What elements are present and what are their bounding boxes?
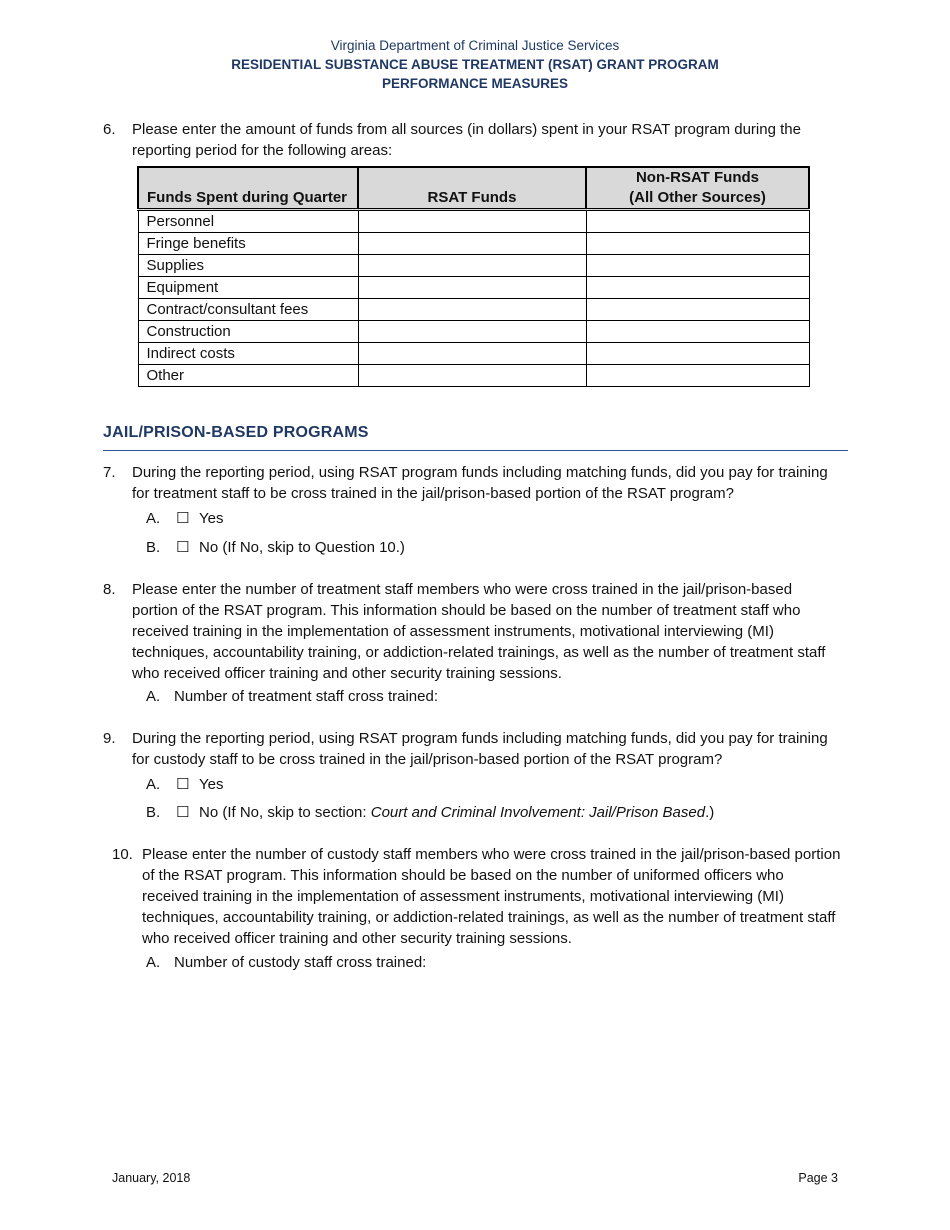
footer-date: January, 2018 [112, 1171, 191, 1185]
rsat-funds-cell[interactable] [358, 210, 586, 233]
option-label: Yes [199, 776, 224, 793]
row-label: Indirect costs [138, 343, 358, 365]
question-number: 9. [103, 730, 116, 747]
table-row [138, 277, 809, 299]
item-letter: A. [146, 954, 161, 971]
table-row [138, 210, 809, 233]
program-title: RESIDENTIAL SUBSTANCE ABUSE TREATMENT (RSAT) GRANT PROGRAM [231, 57, 719, 72]
row-label: Contract/consultant fees [138, 299, 358, 321]
option-label: Yes [199, 510, 224, 527]
non-rsat-funds-cell[interactable] [586, 343, 809, 365]
table-row [138, 343, 809, 365]
question-text: Please enter the amount of funds from all sources (in dollars) spent in your RSAT program during the reporting period for the following areas: [132, 121, 801, 159]
question-text: Please enter the number of treatment staff members who were cross trained in the jail/prison-based portion of the RSAT program. This information should be based on the number of treatment staff who received training in the implementation of assessment instruments, motivational interviewing (MI) techniques, accountability training, or addiction-related trainings, as well as the number of treatment staff who received officer training and other security training sessions. [132, 581, 826, 682]
rsat-funds-cell[interactable] [358, 365, 586, 387]
question-text: Please enter the number of custody staff members who were cross trained in the jail/prison-based portion of the RSAT program. This information should be based on the number of uniformed officers who received training in the implementation of assessment instruments, motivational interviewing (MI) techniques, accountability training, or addiction-related trainings, as well as the number of treatment staff who received officer training and other security training sessions. [142, 846, 841, 947]
checkbox-icon[interactable]: ☐ [176, 539, 190, 556]
row-label: Other [138, 365, 358, 387]
rsat-funds-cell[interactable] [358, 343, 586, 365]
non-rsat-funds-cell[interactable] [586, 255, 809, 277]
option-letter: A. [146, 510, 161, 527]
option-letter: A. [146, 776, 161, 793]
non-rsat-funds-cell[interactable] [586, 277, 809, 299]
rsat-funds-cell[interactable] [358, 299, 586, 321]
table-row [138, 365, 809, 387]
header-funds-spent: Funds Spent during Quarter [138, 167, 358, 210]
option-label: No (If No, skip to Question 10.) [199, 539, 405, 556]
checkbox-icon[interactable]: ☐ [176, 776, 190, 793]
row-label: Personnel [138, 210, 358, 233]
non-rsat-funds-cell[interactable] [586, 321, 809, 343]
item-letter: A. [146, 688, 161, 705]
rsat-funds-cell[interactable] [358, 233, 586, 255]
section-divider [103, 450, 848, 451]
option-letter: B. [146, 804, 161, 821]
non-rsat-funds-cell[interactable] [586, 210, 809, 233]
section-reference: Court and Criminal Involvement: Jail/Prison Based [370, 804, 706, 821]
row-label: Supplies [138, 255, 358, 277]
item-label: Number of treatment staff cross trained: [174, 688, 439, 705]
non-rsat-funds-cell[interactable] [586, 299, 809, 321]
non-rsat-funds-cell[interactable] [586, 233, 809, 255]
non-rsat-funds-cell[interactable] [586, 365, 809, 387]
footer-page-number: Page 3 [798, 1171, 838, 1185]
question-text: During the reporting period, using RSAT program funds including matching funds, did you pay for training for treatment staff to be cross trained in the jail/prison-based portion of the RSAT program? [132, 464, 828, 502]
header-non-rsat-funds: Non-RSAT Funds (All Other Sources) [586, 167, 809, 210]
section-title: JAIL/PRISON-BASED PROGRAMS [103, 424, 369, 441]
rsat-funds-cell[interactable] [358, 255, 586, 277]
document-header [0, 36, 950, 93]
checkbox-icon[interactable]: ☐ [176, 510, 190, 527]
table-row [138, 233, 809, 255]
question-number: 7. [103, 464, 116, 481]
org-name: Virginia Department of Criminal Justice Services [330, 38, 620, 53]
row-label: Fringe benefits [138, 233, 358, 255]
rsat-funds-cell[interactable] [358, 321, 586, 343]
checkbox-icon[interactable]: ☐ [176, 804, 190, 821]
table-row [138, 321, 809, 343]
question-number: 8. [103, 581, 116, 598]
question-number: 10. [112, 846, 133, 863]
header-rsat-funds: RSAT Funds [358, 167, 586, 210]
row-label: Equipment [138, 277, 358, 299]
option-letter: B. [146, 539, 161, 556]
row-label: Construction [138, 321, 358, 343]
table-row [138, 299, 809, 321]
document-subtitle: PERFORMANCE MEASURES [381, 76, 568, 91]
question-number: 6. [103, 121, 116, 138]
option-label: No (If No, skip to section: Court and Criminal Involvement: Jail/Prison Based.) [199, 804, 715, 821]
table-row [138, 255, 809, 277]
item-label: Number of custody staff cross trained: [174, 954, 427, 971]
question-text: During the reporting period, using RSAT program funds including matching funds, did you pay for training for custody staff to be cross trained in the jail/prison-based portion of the RSAT program? [132, 730, 828, 768]
rsat-funds-cell[interactable] [358, 277, 586, 299]
funds-table [137, 166, 810, 387]
